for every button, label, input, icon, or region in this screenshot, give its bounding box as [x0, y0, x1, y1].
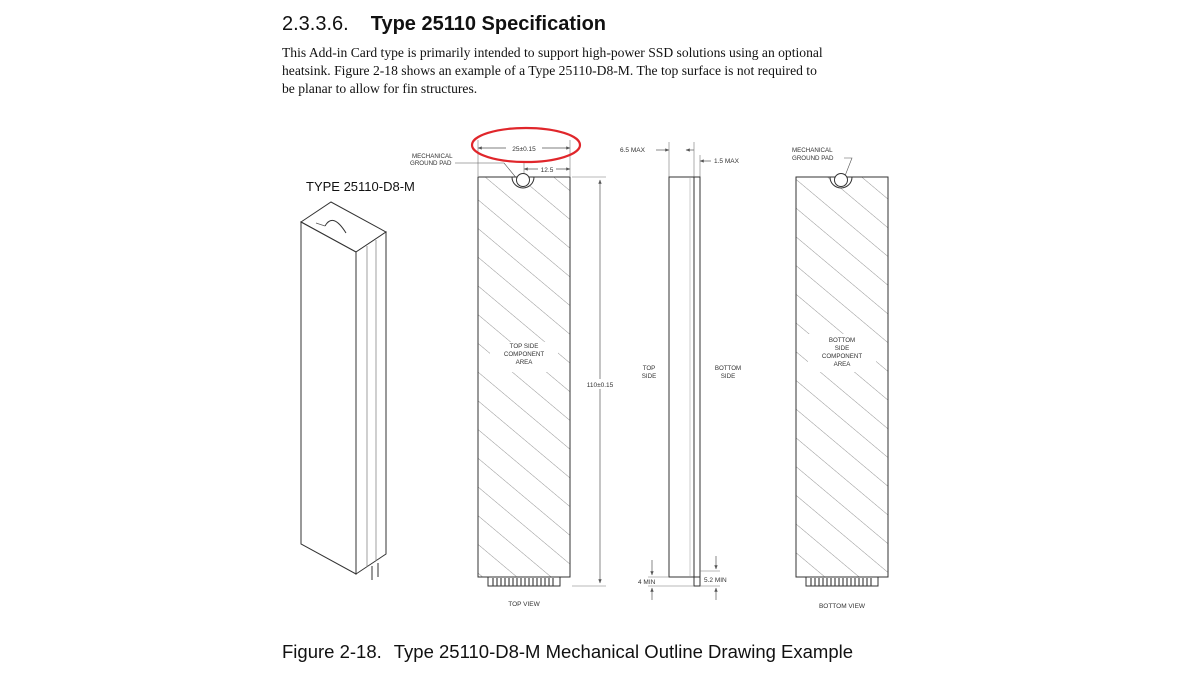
length-dimension: 110±0.15 — [586, 382, 614, 389]
body-line: be planar to allow for fin structures. — [282, 81, 478, 96]
max-top-dimension: 6.5 MAX — [620, 147, 645, 154]
top-area-line2: COMPONENT — [503, 351, 545, 358]
width-dimension: 25±0.15 — [512, 146, 536, 153]
side-view — [620, 142, 741, 600]
bottom-pad-label-line2: GROUND PAD — [792, 155, 834, 162]
bottom-area-line1: BOTTOM — [828, 337, 856, 344]
caption-number: Figure 2-18. — [282, 641, 382, 662]
figure-caption — [282, 640, 853, 664]
bottom-board-outline — [796, 177, 888, 577]
min-right-dimension: 5.2 MIN — [704, 577, 727, 584]
body-line: heatsink. Figure 2-18 shows an example of a Type 25110-D8-M. The top surface is not required to — [282, 63, 817, 78]
top-area-line1: TOP SIDE — [509, 343, 539, 350]
caption-text: Type 25110-D8-M Mechanical Outline Drawing Example — [393, 641, 854, 662]
max-bottom-dimension: 1.5 MAX — [714, 158, 739, 165]
bottom-side-line1: BOTTOM — [714, 365, 742, 372]
type-label: TYPE 25110-D8-M — [306, 179, 415, 194]
top-view — [410, 128, 618, 608]
bottom-view — [792, 147, 888, 610]
min-left-dimension: 4 MIN — [638, 579, 656, 586]
bottom-area-line3: COMPONENT — [821, 353, 863, 360]
bottom-pad-label-line1: MECHANICAL — [792, 147, 833, 154]
bottom-area-line4: AREA — [833, 361, 851, 368]
pad-label-line2: GROUND PAD — [410, 160, 452, 167]
body-line: This Add-in Card type is primarily intended to support high-power SSD solutions using an optional — [282, 45, 823, 60]
top-area-line3: AREA — [515, 359, 533, 366]
section-number: 2.3.3.6. — [282, 13, 349, 35]
top-side-line2: SIDE — [641, 373, 657, 380]
section-title: Type 25110 Specification — [370, 13, 607, 35]
top-view-label: TOP VIEW — [508, 601, 540, 608]
top-board-outline — [478, 177, 570, 577]
pad-label-line1: MECHANICAL — [412, 153, 453, 160]
isometric-view — [301, 179, 415, 580]
side-board-outline — [694, 177, 700, 577]
pad-offset-dimension: 12.5 — [540, 167, 554, 174]
top-side-line1: TOP — [642, 365, 656, 372]
bottom-view-label: BOTTOM VIEW — [818, 603, 866, 610]
bottom-side-line2: SIDE — [720, 373, 736, 380]
bottom-area-line2: SIDE — [834, 345, 850, 352]
